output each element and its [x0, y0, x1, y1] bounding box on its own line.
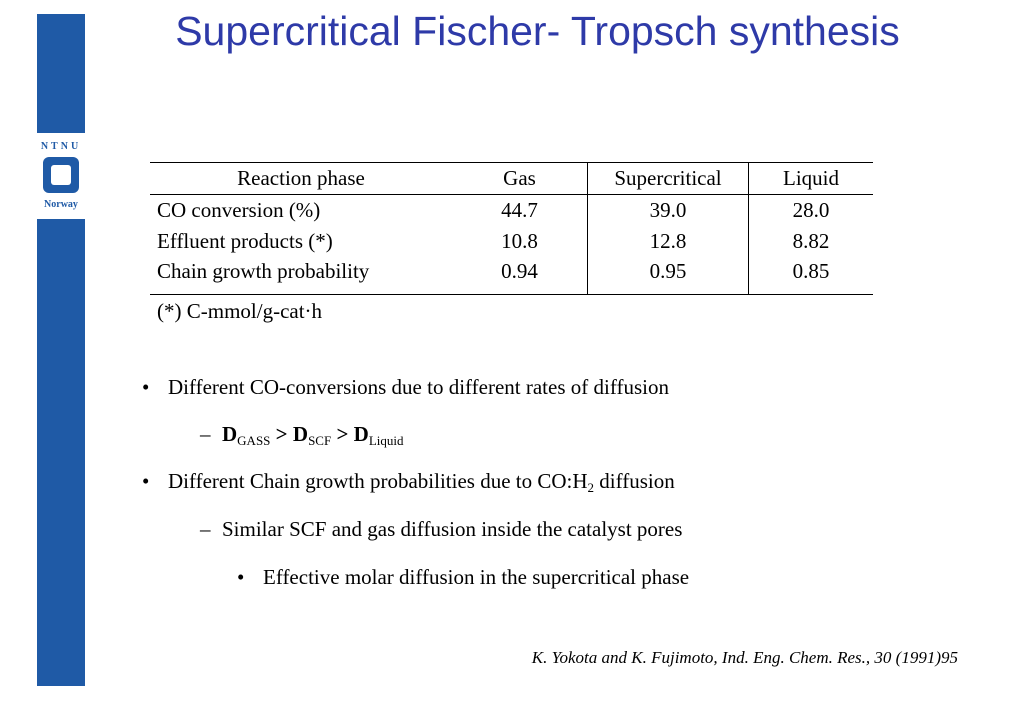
cell-supercritical: 0.95: [588, 257, 749, 295]
bullet-text: Different CO-conversions due to different rates of diffusion: [168, 375, 669, 399]
results-table: [150, 162, 873, 295]
logo-top-text: NTNU: [40, 141, 82, 152]
cell-gas: 0.94: [452, 257, 588, 295]
header-liquid: Liquid: [749, 163, 874, 195]
header-reaction-phase: Reaction phase: [150, 163, 452, 195]
row-label: CO conversion (%): [157, 198, 321, 222]
table-row: [150, 226, 873, 257]
slide-title: Supercritical Fischer- Tropsch synthesis: [175, 8, 900, 54]
cell-supercritical: 12.8: [588, 226, 749, 257]
row-label: Effluent products (*): [157, 229, 333, 253]
cell-liquid: 8.82: [792, 229, 830, 253]
greater-than: >: [270, 422, 293, 446]
logo-bottom-text: Norway: [44, 199, 78, 210]
ntnu-logo: [36, 133, 86, 219]
subscript: GASS: [237, 433, 271, 448]
row-label: Chain growth probability: [150, 257, 452, 295]
bullet-marker: •: [142, 375, 150, 399]
bullet-item: [142, 469, 675, 496]
diffusion-symbol: D: [222, 422, 238, 446]
cell-liquid: 0.85: [749, 257, 874, 295]
header-supercritical: Supercritical: [588, 163, 749, 195]
table-footnote: (*) C-mmol/g-cat·h: [157, 299, 323, 323]
dash-marker: –: [200, 422, 211, 446]
bullet-text: Similar SCF and gas diffusion inside the catalyst pores: [222, 517, 683, 541]
cell-gas: 44.7: [501, 198, 538, 222]
bullet-marker: •: [142, 469, 150, 493]
sub-bullet-item: [200, 517, 682, 542]
dash-marker: –: [200, 517, 211, 541]
cell-supercritical: 39.0: [588, 195, 749, 227]
cell-liquid: 28.0: [792, 198, 830, 222]
table-row: [150, 257, 873, 295]
table-header-row: [150, 163, 873, 195]
logo-square-icon: [43, 157, 79, 193]
subscript: Liquid: [368, 433, 404, 448]
table-row: [150, 195, 873, 227]
header-gas: Gas: [452, 163, 588, 195]
bullet-marker: •: [237, 565, 245, 589]
bullet-text: diffusion: [594, 469, 675, 493]
bullet-text: Different Chain growth probabilities due to CO:H: [168, 469, 588, 493]
cell-gas: 10.8: [501, 229, 538, 253]
diffusion-symbol: D: [353, 422, 369, 446]
bullet-item: [142, 375, 669, 400]
bullet-text: Effective molar diffusion in the supercritical phase: [263, 565, 690, 589]
sub-sub-bullet-item: [237, 565, 689, 590]
sub-bullet-item: [200, 422, 404, 449]
subscript: SCF: [308, 433, 332, 448]
greater-than: >: [331, 422, 354, 446]
sidebar-bar: [37, 14, 85, 686]
subscript: 2: [587, 480, 595, 495]
diffusion-symbol: D: [292, 422, 309, 446]
citation: K. Yokota and K. Fujimoto, Ind. Eng. Chem. Res., 30 (1991)95: [531, 648, 958, 667]
